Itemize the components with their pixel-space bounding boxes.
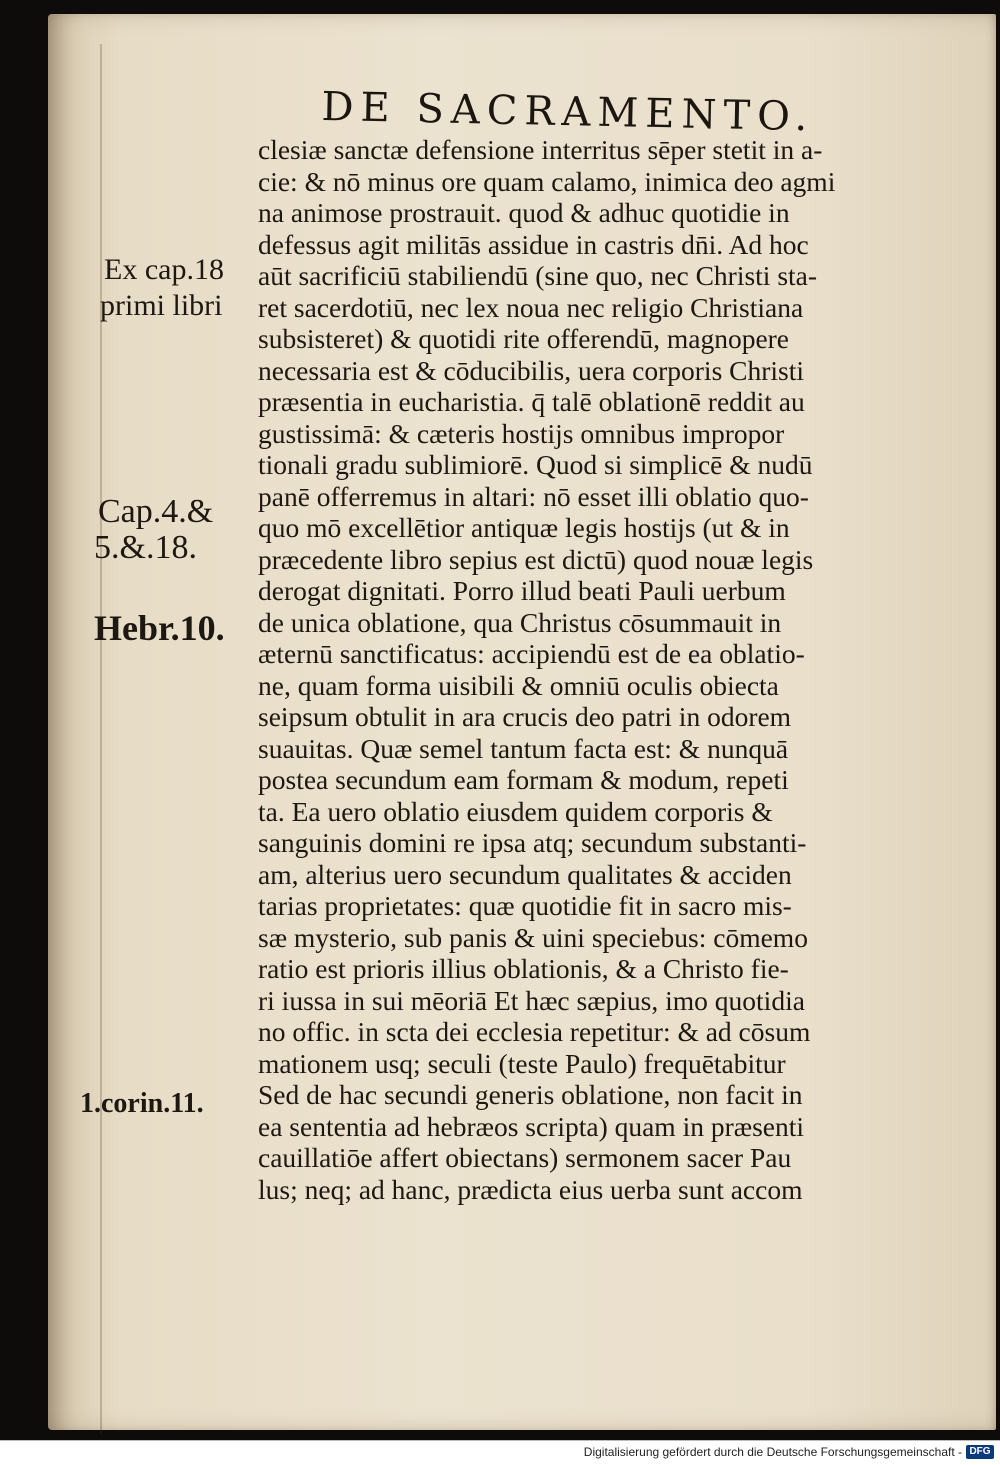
text-line: mationem usq; seculi (teste Paulo) frequētabitur [258,1047,786,1079]
marginal-note: 5.&.18. [94,529,197,566]
text-line: ne, quam forma uisibili & omniū oculis obiecta [258,669,779,701]
text-line: cauillatiōe affert obiectans) sermonem sacer Pau [258,1142,792,1173]
text-line: gustissimā: & cæteris hostijs omnibus impropor [258,417,785,449]
text-line: ta. Ea uero oblatio eiusdem quidem corporis & [258,795,773,827]
text-line: de unica oblatione, qua Christus cōsummauit in [258,606,782,638]
marginal-note: Hebr.10. [94,608,225,648]
text-line: quo mō excellētior antiquæ legis hostijs (ut & in [258,512,790,543]
text-line: subsisteret) & quotidi rite offerendū, magnopere [258,323,790,354]
page-gutter [100,44,102,1434]
text-line: sæ mysterio, sub panis & uini speciebus: cōmemo [258,921,808,953]
text-line: præsentia in eucharistia. q̄ talē oblationē reddit au [258,386,805,417]
marginal-note: 1.corin.11. [80,1088,204,1119]
text-line: seipsum obtulit in ara crucis deo patri in odorem [258,701,792,732]
text-line: ratio est prioris illius oblationis, & a Christo fie- [258,953,789,984]
text-line: ea sententia ad hebræos scripta) quam in præsenti [258,1110,805,1142]
main-text-block [258,134,948,1205]
text-line: lus; neq; ad hanc, prædicta eius uerba sunt accom [258,1173,803,1205]
text-line: suauitas. Quæ semel tantum facta est: & nunquā [258,732,789,764]
text-line: tionali gradu sublimiorē. Quod si simplicē & nudū [258,449,813,480]
dfg-logo: DFG [966,1445,994,1459]
footer-bar [0,1440,1000,1465]
text-line: ret sacerdotiū, nec lex noua nec religio Christiana [258,291,804,323]
marginal-note: Cap.4.& [98,493,214,530]
text-line: postea secundum eam formam & modum, repeti [258,764,789,795]
text-line: Sed de hac secundi generis oblatione, non facit in [258,1079,803,1110]
text-line: aūt sacrificiū stabiliendū (sine quo, nec Christi sta- [258,260,818,291]
marginal-note: primi libri [100,289,223,322]
marginal-note: Ex cap.18 [104,253,224,286]
text-line: derogat dignitati. Porro illud beati Pauli uerbum [258,575,786,606]
text-line: panē offerremus in altari: nō esset illi oblatio quo- [258,480,809,512]
text-line: defessus agit militās assidue in castris dn̄i. Ad hoc [258,228,809,260]
funding-credit: Digitalisierung gefördert durch die Deutsche Forschungsgemeinschaft - [583,1445,962,1459]
text-line: am, alterius uero secundum qualitates & acciden [258,858,792,890]
text-line: ri iussa in sui mēoriā Et hæc sæpius, imo quotidia [258,984,805,1016]
running-head: DE SACRAMENTO. [321,84,815,141]
text-line: sanguinis domini re ipsa atq; secundum substanti- [258,827,807,858]
text-line: cie: & nō minus ore quam calamo, inimica deo agmi [258,165,836,197]
text-line: na animose prostrauit. quod & adhuc quotidie in [258,197,790,228]
text-line: clesiæ sanctæ defensione interritus sēper stetit in a- [258,134,823,165]
text-line: necessaria est & cōducibilis, uera corporis Christi [258,354,805,386]
text-line: no offic. in scta dei ecclesia repetitur: & ad cōsum [258,1016,811,1047]
text-line: præcedente libro sepius est dictū) quod nouæ legis [258,543,814,575]
text-line: tarias proprietates: quæ quotidie fit in sacro mis- [258,890,792,921]
text-line: æternū sanctificatus: accipiendū est de ea oblatio- [258,638,805,669]
